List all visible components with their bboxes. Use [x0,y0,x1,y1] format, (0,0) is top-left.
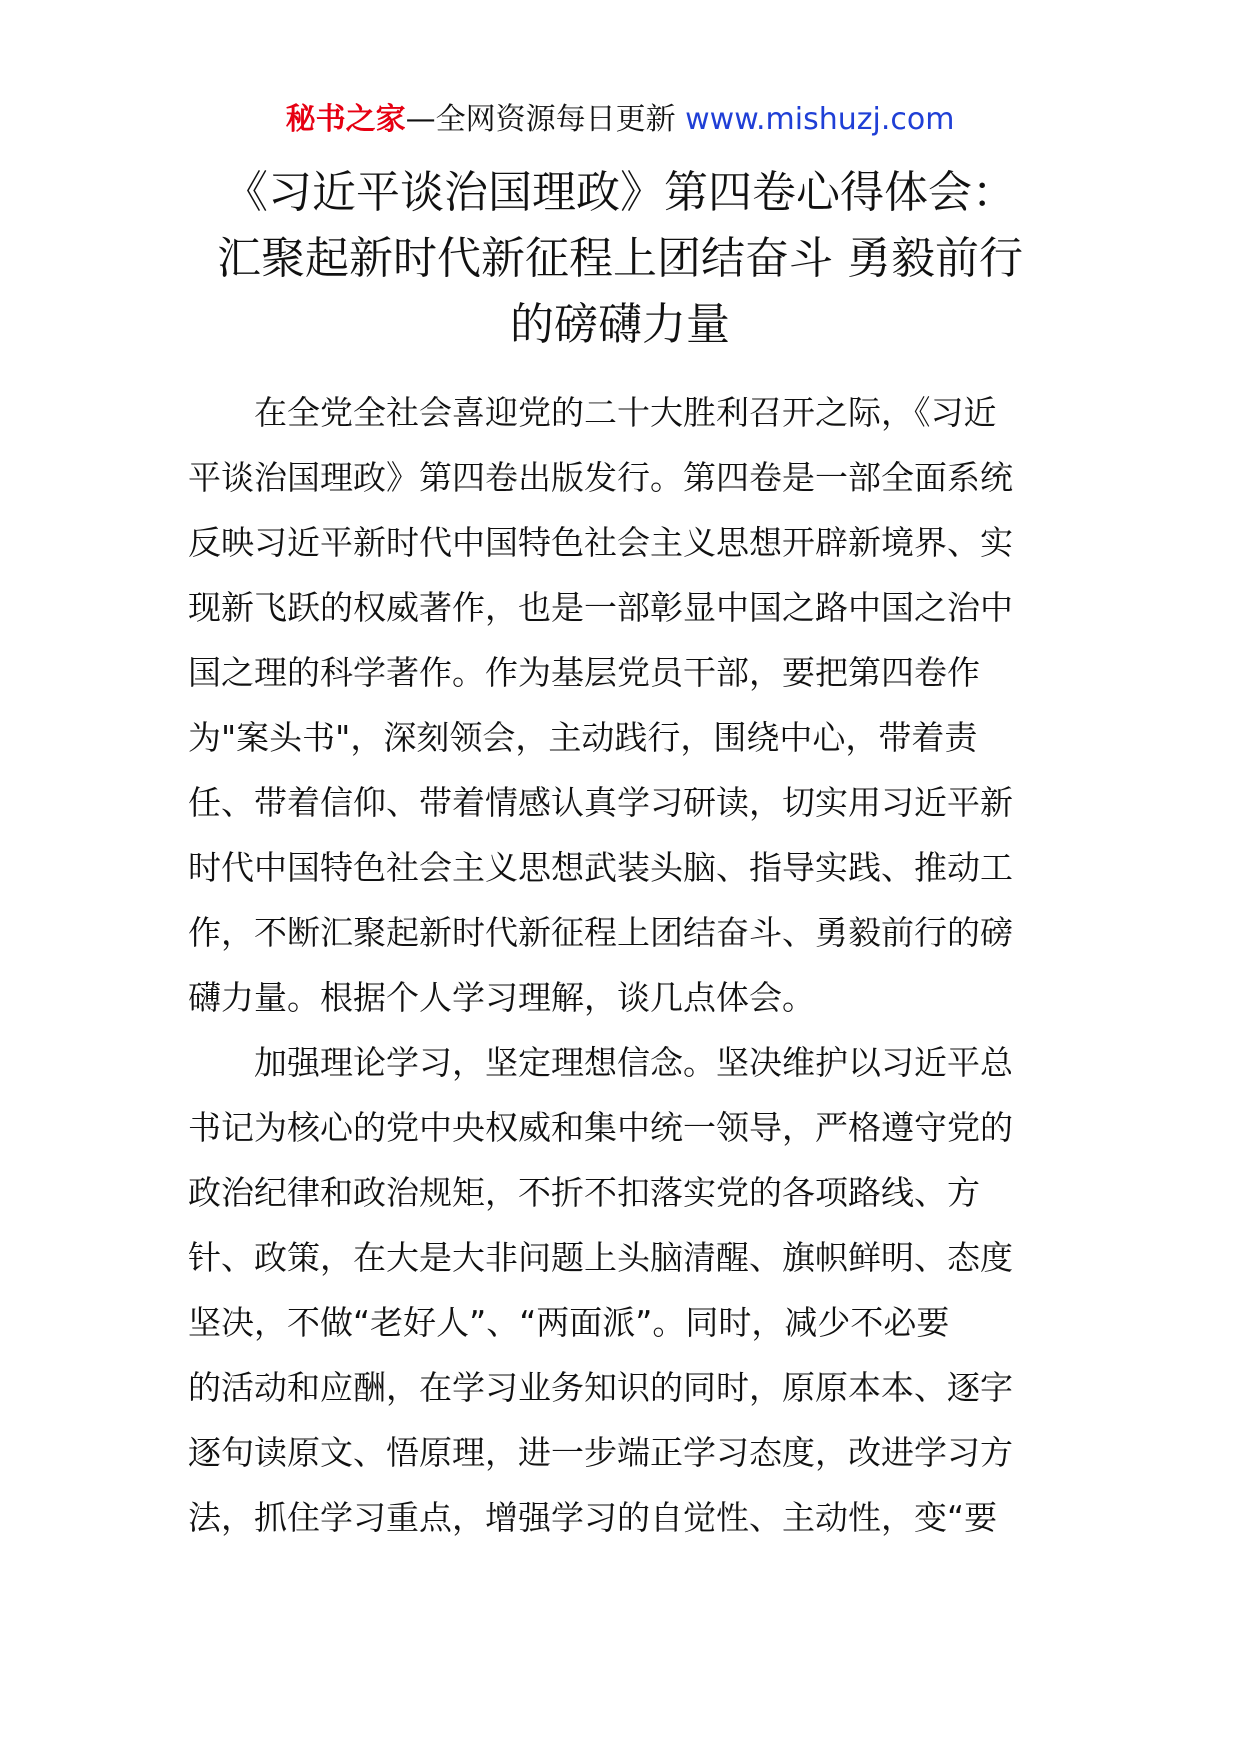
paragraph-line: 国之理的科学著作。作为基层党员干部，要把第四卷作 [188,653,980,692]
site-url-link[interactable]: www.mishuzj.com [685,102,955,137]
paragraph-line: 加强理论学习，坚定理想信念。坚决维护以习近平总 [254,1043,1013,1082]
paragraph-line: 政治纪律和政治规矩，不折不扣落实党的各项路线、方 [188,1173,980,1212]
paragraph-line: 逐句读原文、悟原理，进一步端正学习态度，改进学习方 [188,1433,1013,1472]
paragraph-line: 针、政策，在大是大非问题上头脑清醒、旗帜鲜明、态度 [188,1238,1013,1277]
paragraph-line: 平谈治国理政》第四卷出版发行。第四卷是一部全面系统 [188,458,1013,497]
paragraph-line: 为"案头书"，深刻领会，主动践行，围绕中心，带着责 [188,718,978,757]
title-line: 《习近平谈治国理政》第四卷心得体会： [224,167,1016,218]
paragraph-line: 时代中国特色社会主义思想武装头脑、指导实践、推动工 [188,848,1013,887]
paragraph-line: 作，不断汇聚起新时代新征程上团结奋斗、勇毅前行的磅 [188,913,1013,952]
site-banner [0,100,1240,140]
document-body [188,380,1058,1550]
paragraph-line: 法，抓住学习重点，增强学习的自觉性、主动性，变“要 [188,1498,998,1537]
paragraph-line: 任、带着信仰、带着情感认真学习研读，切实用习近平新 [188,783,1013,822]
paragraph-line: 在全党全社会喜迎党的二十大胜利召开之际，《习近 [254,393,997,432]
document-title [150,160,1090,358]
paragraph-line: 坚决，不做“老好人”、“两面派”。同时，减少不必要 [188,1303,950,1342]
paragraph-line: 现新飞跃的权威著作，也是一部彰显中国之路中国之治中 [188,588,1013,627]
title-line: 的磅礴力量 [510,299,730,350]
site-name: 秘书之家 [285,102,406,137]
paragraph-line: 礴力量。根据个人学习理解，谈几点体会。 [188,978,815,1017]
paragraph-line: 的活动和应酬，在学习业务知识的同时，原原本本、逐字 [188,1368,1013,1407]
paragraph-line: 反映习近平新时代中国特色社会主义思想开辟新境界、实 [188,523,1013,562]
site-tagline: —全网资源每日更新 [405,102,686,137]
title-line: 汇聚起新时代新征程上团结奋斗 勇毅前行 [217,233,1023,284]
paragraph-line: 书记为核心的党中央权威和集中统一领导，严格遵守党的 [188,1108,1013,1147]
